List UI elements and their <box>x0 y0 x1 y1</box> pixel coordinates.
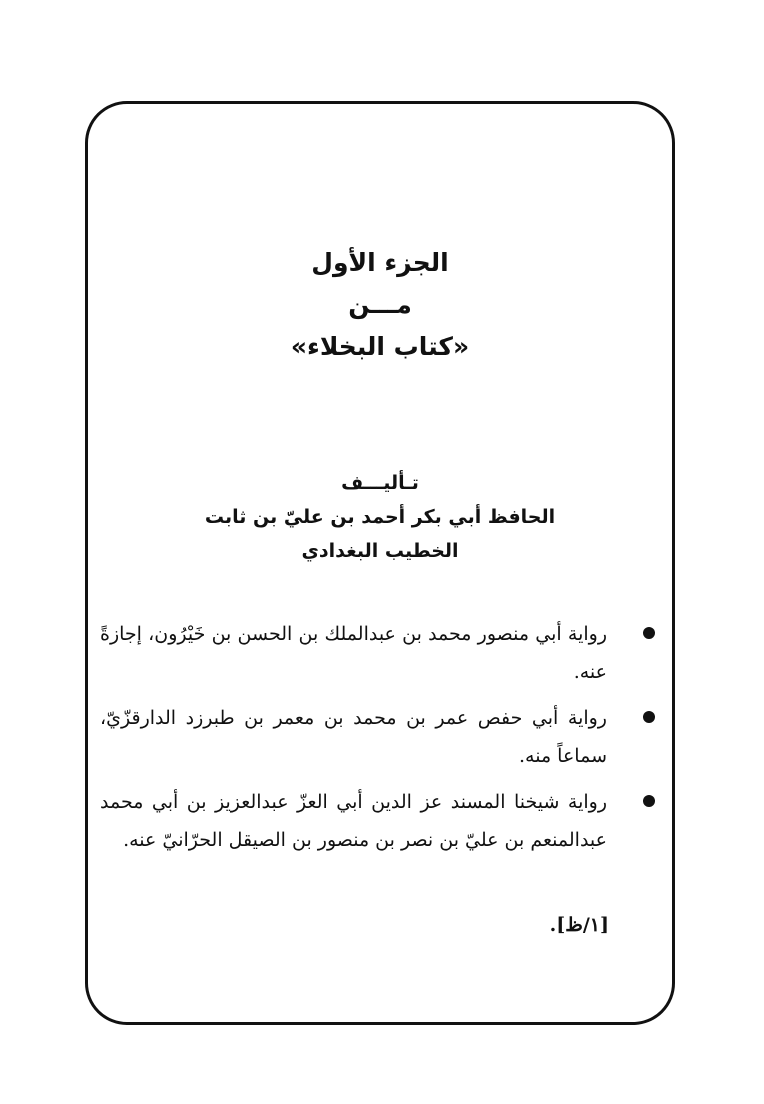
transmission-list <box>100 615 665 867</box>
title-block <box>85 242 675 368</box>
list-item <box>100 615 665 691</box>
author-block <box>85 466 675 568</box>
part-title: الجزء الأول <box>311 248 449 277</box>
title-connector: مـــن <box>348 290 412 319</box>
transmission-text: رواية شيخنا المسند عز الدين أبي العزّ عبدالعزيز بن أبي محمد عبدالمنعم بن عليّ بن نصر بن منصور بن الصيقل الحرّانيّ عنه. <box>100 791 607 851</box>
author-nisba: الخطيب البغدادي <box>301 540 459 562</box>
bullet-icon <box>643 795 655 807</box>
folio-reference: [١/ظ]. <box>549 914 609 936</box>
transmission-text: رواية أبي حفص عمر بن محمد بن معمر بن طبرزد الدارقزّيّ، سماعاً منه. <box>100 707 607 767</box>
bullet-icon <box>643 627 655 639</box>
bullet-icon <box>643 711 655 723</box>
transmission-text: رواية أبي منصور محمد بن عبدالملك بن الحسن بن خَيْرُون، إجازةً عنه. <box>100 623 607 683</box>
book-title: «كتاب البخلاء» <box>290 332 470 361</box>
authorship-label: تـأليـــف <box>341 472 419 494</box>
list-item <box>100 783 665 859</box>
list-item <box>100 699 665 775</box>
author-name: الحافظ أبي بكر أحمد بن عليّ بن ثابت <box>204 506 556 528</box>
